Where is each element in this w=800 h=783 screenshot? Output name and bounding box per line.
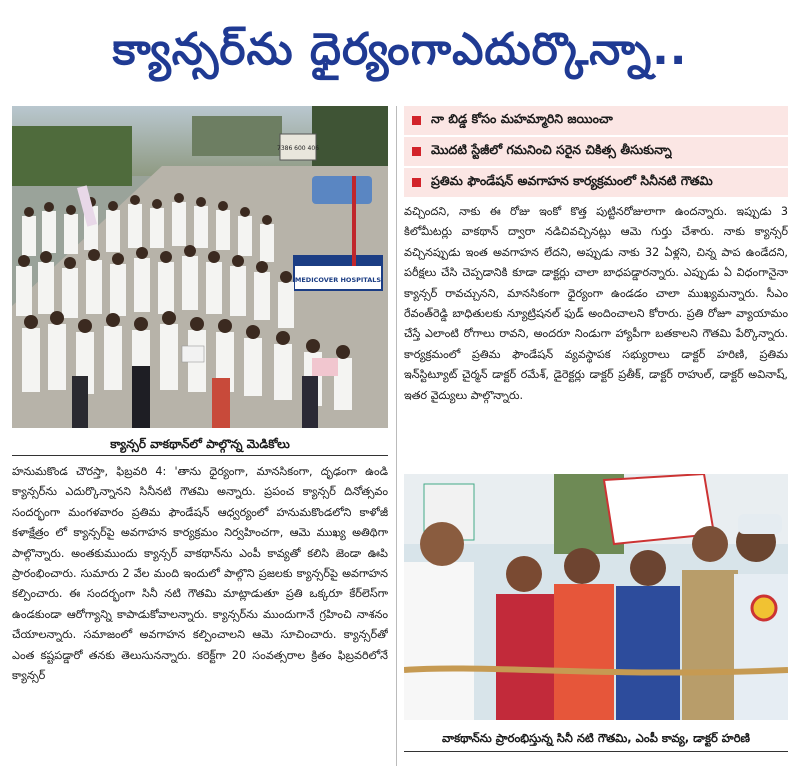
hospital-banner: MEDICOVER HOSPITALS bbox=[294, 276, 382, 284]
bus-number: 7386 600 406 bbox=[277, 145, 319, 152]
article-body-left: హనుమకొండ చౌరస్తా, ఫిబ్రవరి 4: 'తాను ధైర్యంగా, మానసికంగా, దృఢంగా ఉండి క్యాన్సర్‌ను ఎదుర్కొన్నానని సినీనటి గౌతమి అన్నారు. ప్రపంచ క్యాన్సర్ దినోత్సవం సందర్భంగా మంగళవారం ప్రతిమ ఫౌండేషన్ ఆధ్వర్యంలో హనుమకొండలోని కాళోజీ కళాక్షేత్రం లో క్యాన్సర్‌పై అవగాహన కార్యక్రమం నిర్వహించగా, ఆమె ముఖ్య అతిథిగా పాల్గొన్నారు. అంతకుముందు క్యాన్సర్ వాకథాన్‌ను ఎంపీ కావ్యతో కలిసి జెండా ఊపి ప్రారంభించారు. సుమారు 2 వేల మంది ఇందులో పాల్గొని ప్రజలకు క్యాన్సర్‌పై అవగాహన కల్పించారు. ఈ సందర్భంగా సినీ నటి గౌతమి మాట్లాడుతూ ప్రతి ఒక్కరూ కేర్‌లెస్‌గా ఉండకుండా ఆరోగ్యాన్ని కాపాడుకోవాలన్నారు. క్యాన్సర్‌ను ముందుగానే గ్రహించి నాశనం చేయాలన్నారు. సమాజంలో అవగాహన కల్పించాలని ఆమె సూచించారు. క్యాన్సర్‌తో ఎంత కష్టపడ్డారో తనకు తెలుసునన్నారు. కరెక్ట్‌గా 20 సంవత్సరాల క్రితం ఫిబ్రవరిలోనే క్యాన్సర్ bbox=[12, 465, 388, 683]
highlights-box bbox=[404, 106, 788, 198]
article-body-right: వచ్చిందని, నాకు ఈ రోజు ఇంకో కొత్త పుట్టినరోజులాగా ఉందన్నారు. ఇప్పుడు 3 కిలోమీటర్లు వాకథాన్ ద్వారా నడిచివచ్చినట్లు ఆమె గుర్తు చేశారు. నాకు క్యాన్సర్ వచ్చినప్పుడు ఇంత అవగాహన లేదని, అప్పుడు నాకు 32 ఏళ్లని, చిన్న పాప ఉండేదని, పరీక్షలు చేసి చెప్పడానికి కూడా డాక్టర్లు చాలా బాధపడ్డారన్నారు. ఎప్పుడు ఏ విధంగానైనా క్యాన్సర్ రావచ్చునని, మానసికంగా ధైర్యంగా ఉండడం చాలా ముఖ్యమన్నారు. సీఎం రేవంత్‌రెడ్డి బాధితులకు న్యూట్రిషనల్ ఫుడ్ అందించాలని కోరారు. ప్రతి రోజూ వ్యాయామం చేస్తే ఎలాంటి రోగాలు రావని, అందరూ నిండుగా హ్యాపీగా బతకాలని గౌతమి పేర్కొన్నారు. కార్యక్రమంలో ప్రతిమ ఫౌండేషన్ వ్యవస్థాపక సభ్యురాలు డాక్టర్ హరిణి, ప్రతిమ ఇన్‌స్టిట్యూట్ చైర్మన్ డాక్టర్ రమేశ్, డైరెక్టర్లు డాక్టర్ ప్రతీక్, డాక్టర్ రాహుల్, డాక్టర్ అవినాష్, ఇతర వైద్యులు పాల్గొన్నారు. bbox=[404, 205, 788, 402]
column-divider bbox=[396, 106, 397, 766]
highlight-item bbox=[404, 137, 788, 166]
bullet-square-icon bbox=[412, 178, 421, 187]
highlight-text: నా బిడ్డ కోసం మహమ్మారిని జయించా bbox=[431, 111, 613, 126]
headline: క్యాన్సర్‌ను ధైర్యంగాఎదుర్కొన్నా.. bbox=[112, 24, 688, 75]
photo2-caption: వాకథాన్‌ను ప్రారంభిస్తున్న సినీ నటి గౌతమి, ఎంపీ కావ్య, డాక్టర్ హరిణి bbox=[404, 724, 788, 752]
highlight-item bbox=[404, 106, 788, 135]
photo1-caption: క్యాన్సర్ వాకథాన్‌లో పాల్గొన్న మెడికోలు bbox=[12, 432, 388, 456]
bullet-square-icon bbox=[412, 147, 421, 156]
highlight-text: ప్రతిమ ఫౌండేషన్ అవగాహన కార్యక్రమంలో సినీనటి గౌతమి bbox=[431, 173, 713, 188]
bullet-square-icon bbox=[412, 116, 421, 125]
walkathon-crowd-photo bbox=[12, 106, 388, 428]
flag-off-ceremony-photo bbox=[404, 474, 788, 720]
highlight-text: మొదటి స్టేజీలో గమనించి సరైన చికిత్స తీసుకున్నా bbox=[431, 142, 672, 157]
highlight-item bbox=[404, 168, 788, 197]
